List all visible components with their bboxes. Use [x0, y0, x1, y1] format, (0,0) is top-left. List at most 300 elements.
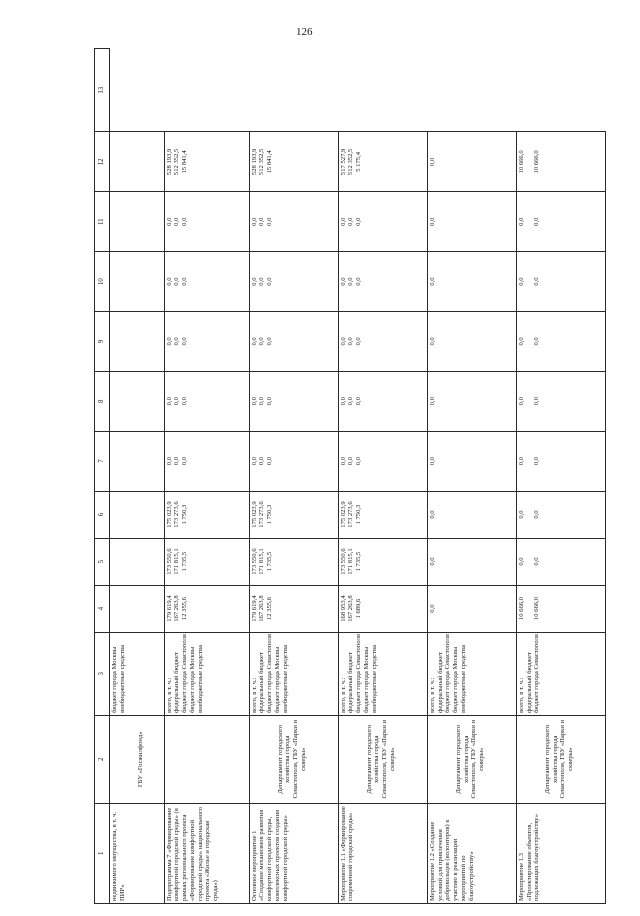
- amount-cell: [249, 585, 338, 632]
- amount-value: [189, 588, 197, 630]
- amount-value: 0,0: [181, 217, 189, 226]
- amount-cell: [110, 252, 165, 312]
- column-header: 2: [95, 715, 110, 803]
- amount-value: [189, 541, 197, 583]
- amount-value: [452, 314, 460, 369]
- amount-value: 10 666,0: [517, 150, 525, 174]
- amount-value: 512 352,5: [347, 148, 355, 176]
- amount-value: [119, 494, 127, 536]
- amount-value: [111, 314, 119, 369]
- amount-value: 0,0: [428, 397, 436, 406]
- amount-cell: [427, 371, 516, 431]
- amount-value: [111, 434, 119, 489]
- amount-value: 1 750,3: [181, 504, 189, 525]
- funding-source-line: всего, в т. ч.:: [428, 677, 436, 713]
- funding-source-line: бюджет города Севастополя: [266, 634, 274, 713]
- page-number: 126: [296, 26, 313, 38]
- amount-value: [119, 254, 127, 309]
- amount-value: 0,0: [533, 397, 541, 406]
- amount-value: [119, 588, 127, 630]
- amount-value: 167 263,8: [258, 595, 266, 622]
- amount-value: [452, 494, 460, 536]
- amount-value: [189, 494, 197, 536]
- amount-cell: [427, 585, 516, 632]
- amount-value: [437, 541, 445, 583]
- amount-value: [282, 314, 290, 369]
- amount-value: [282, 374, 290, 429]
- amount-value: [460, 314, 468, 369]
- executor-cell: [338, 715, 427, 803]
- amount-value: [371, 374, 379, 429]
- amount-value: 0,0: [517, 397, 525, 406]
- amount-value: 528 193,9: [165, 148, 173, 176]
- amount-value: [363, 434, 371, 489]
- amount-value: [189, 134, 197, 189]
- amount-value: [437, 374, 445, 429]
- funding-source-line: внебюджетные средства: [118, 645, 126, 713]
- amount-cell: [110, 491, 165, 538]
- amount-value: [282, 434, 290, 489]
- amount-value: 0,0: [355, 277, 363, 286]
- amount-value: 179 619,4: [250, 595, 258, 622]
- column-header: 11: [95, 192, 110, 252]
- amount-value: 517 527,9: [339, 148, 347, 176]
- amount-cell: [338, 431, 427, 491]
- funding-source-line: бюджет города Москвы: [273, 646, 281, 713]
- funding-source-line: федеральный бюджет: [525, 652, 533, 713]
- amount-value: 0,0: [258, 397, 266, 406]
- column-header: 1: [95, 803, 110, 903]
- amount-value: [274, 254, 282, 309]
- amount-value: 0,0: [173, 337, 181, 346]
- amount-value: 512 352,5: [173, 148, 181, 176]
- amount-value: [111, 134, 119, 189]
- amount-value: 0,0: [258, 277, 266, 286]
- amount-value: [526, 588, 534, 630]
- funding-source-line: всего, в т. ч.:: [165, 677, 173, 713]
- amount-cell: [427, 252, 516, 312]
- funding-source-line: всего, в т. ч.:: [250, 677, 258, 713]
- amount-value: 0,0: [355, 456, 363, 466]
- funding-source-line: внебюджетные средства: [370, 645, 378, 713]
- amount-value: [282, 254, 290, 309]
- amount-value: [452, 541, 460, 583]
- amount-value: [274, 374, 282, 429]
- amount-value: [452, 374, 460, 429]
- amount-cell: [110, 538, 165, 585]
- amount-value: [526, 314, 534, 369]
- amount-cell: [516, 538, 605, 585]
- amount-value: [189, 374, 197, 429]
- executor-cell: [427, 715, 516, 803]
- amount-value: 0,0: [533, 337, 541, 346]
- amount-value: [460, 541, 468, 583]
- amount-value: 12 355,6: [181, 597, 189, 621]
- amount-value: 0,0: [181, 337, 189, 346]
- header-row: [95, 49, 110, 904]
- amount-cell: [110, 132, 165, 192]
- amount-value: [189, 434, 197, 489]
- amount-value: [437, 314, 445, 369]
- amount-cell: [249, 491, 338, 538]
- amount-value: 0,0: [266, 277, 274, 286]
- amount-cell: [516, 585, 605, 632]
- amount-value: [437, 194, 445, 249]
- amount-value: [363, 254, 371, 309]
- amount-value: [460, 374, 468, 429]
- amount-value: [437, 134, 445, 189]
- executor-cell: [164, 715, 249, 803]
- amount-value: 1 750,3: [266, 504, 274, 525]
- amount-value: [197, 541, 205, 583]
- amount-cell: [427, 538, 516, 585]
- amount-cell: [110, 431, 165, 491]
- amount-value: [526, 541, 534, 583]
- amount-value: 0,0: [181, 456, 189, 466]
- amount-value: 0,0: [173, 397, 181, 406]
- amount-value: [371, 314, 379, 369]
- funding-source-line: федеральный бюджет: [258, 652, 266, 713]
- amount-value: [371, 194, 379, 249]
- program-name-cell: Мероприятие 1.2 «Создание условий для привлечения добровольцев (волонтеров) к участию в реализации мероприятий по благоустройству»: [427, 803, 516, 903]
- amount-value: [460, 434, 468, 489]
- funding-source-line: бюджет города Севастополя: [355, 634, 363, 713]
- amount-value: 173 550,6: [250, 548, 258, 575]
- amount-value: 0,0: [428, 337, 436, 346]
- amount-value: [371, 494, 379, 536]
- executor-text: Департамент городского хозяйства города Севастополя, ГБУ «Парки и скверы»: [454, 719, 486, 799]
- amount-cell: [249, 132, 338, 192]
- amount-value: [363, 194, 371, 249]
- amount-value: [282, 134, 290, 189]
- budget-table-container: [94, 48, 606, 904]
- amount-value: [111, 254, 119, 309]
- funding-source-line: бюджет города Москвы: [363, 646, 370, 713]
- amount-value: 15 841,4: [181, 150, 189, 174]
- amount-cell: [164, 132, 249, 192]
- executor-text: ГБУ «Госжилфонд»: [137, 731, 144, 788]
- amount-value: [282, 194, 290, 249]
- amount-cell: [338, 311, 427, 371]
- amount-value: [282, 541, 290, 583]
- amount-value: [363, 494, 371, 536]
- amount-value: [444, 374, 452, 429]
- amount-value: 0,0: [339, 217, 347, 226]
- column-header: 9: [95, 311, 110, 371]
- amount-value: [197, 374, 205, 429]
- table-row: [249, 49, 338, 904]
- amount-value: [111, 588, 119, 630]
- funding-source-cell: [516, 632, 605, 715]
- amount-value: 10 666,0: [533, 150, 541, 174]
- amount-value: 528 193,9: [250, 148, 258, 176]
- amount-value: 0,0: [428, 510, 436, 519]
- amount-cell: [516, 311, 605, 371]
- amount-value: [197, 494, 205, 536]
- amount-value: 167 263,8: [347, 595, 355, 622]
- amount-value: [119, 541, 127, 583]
- amount-value: 0,0: [428, 277, 436, 286]
- table-body: [95, 49, 606, 904]
- amount-value: 0,0: [250, 397, 258, 406]
- amount-value: [363, 134, 371, 189]
- amount-value: [119, 134, 127, 189]
- amount-cell: [249, 371, 338, 431]
- column-header: 8: [95, 371, 110, 431]
- amount-value: [119, 434, 127, 489]
- executor-text: Департамент городского хозяйства города Севастополя, ГБУ «Парки и скверы»: [365, 719, 396, 799]
- amount-value: 1 735,5: [266, 551, 274, 572]
- amount-value: 0,0: [266, 456, 274, 466]
- amount-value: 0,0: [533, 557, 541, 566]
- amount-cell: [249, 431, 338, 491]
- amount-value: [444, 254, 452, 309]
- amount-value: [526, 194, 534, 249]
- amount-value: [274, 434, 282, 489]
- amount-value: [371, 134, 379, 189]
- amount-value: 0,0: [181, 397, 189, 406]
- amount-value: [452, 134, 460, 189]
- funding-source-line: бюджет города Москвы: [111, 646, 118, 713]
- amount-value: 0,0: [173, 456, 181, 466]
- amount-value: 179 619,4: [165, 595, 173, 622]
- executor-cell: [110, 715, 165, 803]
- amount-value: 0,0: [355, 337, 363, 346]
- amount-value: 0,0: [533, 277, 541, 286]
- amount-value: [437, 434, 445, 489]
- amount-cell: [164, 252, 249, 312]
- amount-value: 10 666,0: [517, 597, 525, 621]
- executor-text: Департамент городского хозяйства города Севастополя, ГБУ «Парки и скверы»: [276, 719, 307, 799]
- amount-value: [363, 374, 371, 429]
- amount-cell: [427, 132, 516, 192]
- amount-cell: [249, 311, 338, 371]
- funding-source-line: всего, в т. ч.:: [517, 677, 525, 713]
- funding-source-line: внебюджетные средства: [459, 645, 467, 713]
- amount-cell: [516, 192, 605, 252]
- amount-value: 0,0: [355, 397, 363, 406]
- amount-value: 0,0: [517, 557, 525, 566]
- amount-value: [444, 494, 452, 536]
- amount-value: 173 550,6: [165, 548, 173, 575]
- program-name-cell: Основное мероприятие 1 «Создание механизмов развития комфортной городской среды, комплексных проектов создания комфортной городской среды»: [249, 803, 338, 903]
- amount-value: [460, 194, 468, 249]
- amount-value: [526, 374, 534, 429]
- funding-source-line: федеральный бюджет: [173, 652, 181, 713]
- amount-value: [111, 194, 119, 249]
- amount-cell: [164, 491, 249, 538]
- funding-source-cell: [164, 632, 249, 715]
- program-name-cell: Мероприятие 1.3 «Проектирование объектов, подлежащих благоустройству»: [516, 803, 605, 903]
- amount-value: 0,0: [339, 277, 347, 286]
- amount-value: 0,0: [347, 397, 355, 406]
- amount-cell: [249, 252, 338, 312]
- amount-value: 0,0: [250, 337, 258, 346]
- amount-value: [371, 434, 379, 489]
- amount-value: [197, 134, 205, 189]
- amount-value: 175 023,9: [165, 501, 173, 528]
- amount-value: [444, 134, 452, 189]
- amount-value: [197, 254, 205, 309]
- amount-value: 0,0: [517, 337, 525, 346]
- amount-value: [119, 314, 127, 369]
- amount-value: [189, 194, 197, 249]
- amount-value: 0,0: [258, 456, 266, 466]
- amount-value: 0,0: [517, 510, 525, 519]
- amount-cell: [516, 252, 605, 312]
- amount-cell: [338, 192, 427, 252]
- amount-value: [437, 254, 445, 309]
- column-header: 6: [95, 491, 110, 538]
- amount-value: [363, 588, 371, 630]
- amount-value: [444, 588, 452, 630]
- table-row: [110, 49, 165, 904]
- amount-cell: [427, 192, 516, 252]
- amount-value: [274, 494, 282, 536]
- program-name-cell: Мероприятие 1.1 «Формирование современной городской среды»: [338, 803, 427, 903]
- budget-table: [94, 48, 606, 904]
- amount-cell: [338, 132, 427, 192]
- amount-value: 0,0: [339, 337, 347, 346]
- amount-value: [274, 541, 282, 583]
- amount-value: 0,0: [258, 217, 266, 226]
- amount-cell: [516, 491, 605, 538]
- column-header: 13: [95, 49, 110, 132]
- amount-value: 0,0: [165, 397, 173, 406]
- amount-value: 0,0: [165, 217, 173, 226]
- amount-value: 0,0: [339, 397, 347, 406]
- amount-value: 1 735,5: [355, 551, 363, 572]
- amount-value: [274, 314, 282, 369]
- amount-value: [460, 494, 468, 536]
- funding-source-line: федеральный бюджет: [347, 652, 355, 713]
- funding-source-line: внебюджетные средства: [281, 645, 289, 713]
- amount-value: 0,0: [173, 217, 181, 226]
- amount-value: [197, 588, 205, 630]
- amount-cell: [164, 311, 249, 371]
- funding-source-cell: [249, 632, 338, 715]
- amount-value: 1 689,6: [355, 598, 363, 619]
- funding-source-line: бюджет города Москвы: [188, 646, 196, 713]
- amount-cell: [164, 585, 249, 632]
- amount-value: 173 550,6: [339, 548, 347, 575]
- amount-value: [363, 314, 371, 369]
- amount-value: 0,0: [517, 217, 525, 226]
- amount-cell: [110, 192, 165, 252]
- amount-value: [460, 134, 468, 189]
- amount-cell: [110, 585, 165, 632]
- amount-value: 0,0: [165, 277, 173, 286]
- amount-cell: [338, 491, 427, 538]
- amount-value: [119, 194, 127, 249]
- program-name-cell: Подпрограмма 7 «Формирование комфортной городской среды» (в рамках регионального проекта «Формирование комфортной городской среды» национального проекта «Жилье и городская среда»): [164, 803, 249, 903]
- amount-value: 0,0: [266, 337, 274, 346]
- amount-cell: [338, 538, 427, 585]
- rotated-table-frame: [94, 48, 606, 904]
- amount-value: 173 273,6: [173, 501, 181, 528]
- amount-value: 0,0: [250, 277, 258, 286]
- amount-value: [452, 434, 460, 489]
- amount-value: 0,0: [250, 217, 258, 226]
- amount-value: 0,0: [355, 217, 363, 226]
- amount-cell: [427, 491, 516, 538]
- amount-value: 0,0: [266, 397, 274, 406]
- amount-cell: [110, 371, 165, 431]
- funding-source-cell: [338, 632, 427, 715]
- amount-value: 0,0: [347, 217, 355, 226]
- amount-value: [444, 194, 452, 249]
- funding-source-line: бюджет города Москвы: [452, 646, 460, 713]
- amount-value: [526, 134, 534, 189]
- amount-value: [444, 434, 452, 489]
- column-header: 12: [95, 132, 110, 192]
- amount-value: 0,0: [533, 456, 541, 466]
- funding-source-cell: [110, 632, 165, 715]
- amount-cell: [249, 192, 338, 252]
- amount-cell: [516, 431, 605, 491]
- amount-value: 0,0: [266, 217, 274, 226]
- amount-value: 0,0: [347, 456, 355, 466]
- amount-value: [437, 588, 445, 630]
- column-header: 3: [95, 632, 110, 715]
- amount-cell: [249, 538, 338, 585]
- amount-value: [282, 588, 290, 630]
- amount-value: 12 355,6: [266, 597, 274, 621]
- amount-value: 0,0: [339, 456, 347, 466]
- table-row: [516, 49, 605, 904]
- amount-value: [526, 434, 534, 489]
- amount-value: 171 815,1: [347, 548, 355, 575]
- amount-value: 0,0: [517, 456, 525, 466]
- amount-value: [526, 254, 534, 309]
- amount-value: 0,0: [533, 510, 541, 519]
- amount-value: [274, 194, 282, 249]
- amount-cell: [164, 538, 249, 585]
- amount-value: 0,0: [347, 277, 355, 286]
- amount-value: [197, 434, 205, 489]
- amount-value: 10 666,0: [533, 597, 541, 621]
- amount-value: 1 750,3: [355, 504, 363, 525]
- table-row: [338, 49, 427, 904]
- amount-value: 512 352,5: [258, 148, 266, 176]
- amount-value: 173 273,6: [258, 501, 266, 528]
- amount-value: 0,0: [428, 604, 436, 613]
- column-header: 7: [95, 431, 110, 491]
- amount-value: [197, 314, 205, 369]
- amount-value: [363, 541, 371, 583]
- amount-value: [274, 588, 282, 630]
- amount-value: [274, 134, 282, 189]
- amount-value: 5 175,4: [355, 151, 363, 172]
- amount-cell: [427, 431, 516, 491]
- amount-value: 175 023,9: [339, 501, 347, 528]
- amount-value: 175 023,9: [250, 501, 258, 528]
- funding-source-cell: [427, 632, 516, 715]
- amount-value: [111, 494, 119, 536]
- amount-value: [452, 194, 460, 249]
- amount-value: [197, 194, 205, 249]
- amount-cell: [110, 311, 165, 371]
- amount-cell: [164, 192, 249, 252]
- executor-text: Департамент городского хозяйства города Севастополя, ГБУ «Парки и скверы»: [543, 719, 575, 799]
- amount-value: [189, 314, 197, 369]
- amount-value: 0,0: [258, 337, 266, 346]
- amount-cell: [516, 371, 605, 431]
- amount-value: [460, 254, 468, 309]
- amount-value: 0,0: [428, 217, 436, 226]
- amount-value: 0,0: [250, 456, 258, 466]
- amount-value: 0,0: [428, 456, 436, 466]
